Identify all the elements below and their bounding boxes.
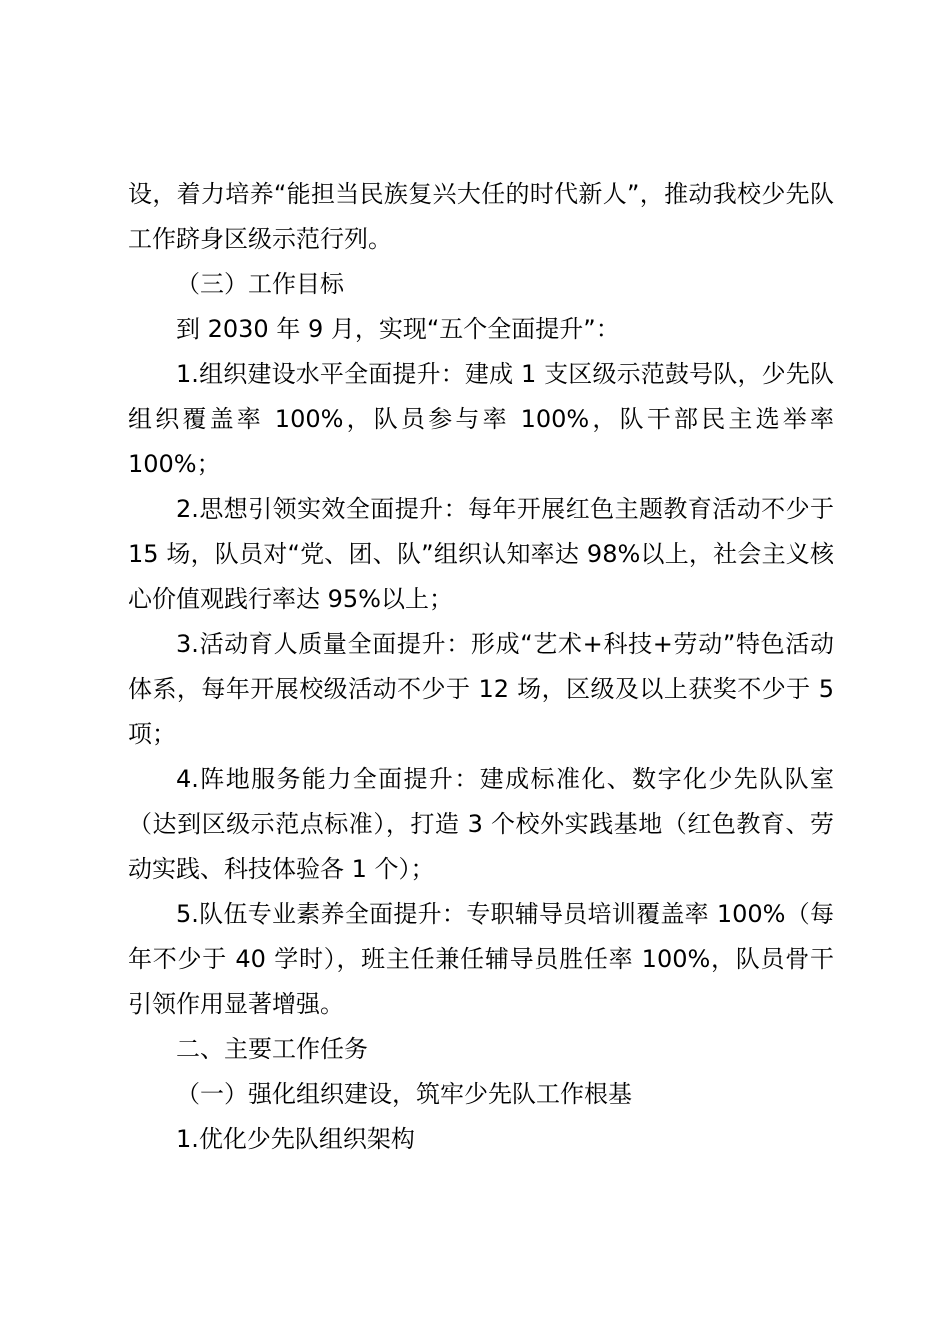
paragraph-goal-3: 3.活动育人质量全面提升：形成“艺术+科技+劳动”特色活动体系，每年开展校级活动不少于 12 场，区级及以上获奖不少于 5 项； (128, 630, 834, 748)
item-heading-optimize-structure: 1.优化少先队组织架构 (176, 1125, 415, 1153)
paragraph-continuation: 设，着力培养“能担当民族复兴大任的时代新人”，推动我校少先队工作跻身区级示范行列。 (128, 180, 834, 253)
paragraph-goal-5: 5.队伍专业素养全面提升：专职辅导员培训覆盖率 100%（每年不少于 40 学时），班主任兼任辅导员胜任率 100%，队员骨干引领作用显著增强。 (128, 900, 834, 1018)
subsection-heading-organization: （一）强化组织建设，筑牢少先队工作根基 (176, 1080, 632, 1108)
paragraph-goal-1: 1.组织建设水平全面提升：建成 1 支区级示范鼓号队，少先队组织覆盖率 100%，队员参与率 100%，队干部民主选举率 100%； (128, 360, 834, 478)
section-heading-goals: （三）工作目标 (176, 270, 344, 298)
paragraph-goals-intro: 到 2030 年 9 月，实现“五个全面提升”： (176, 315, 620, 343)
paragraph-goal-4: 4.阵地服务能力全面提升：建成标准化、数字化少先队队室（达到区级示范点标准），打造 3 个校外实践基地（红色教育、劳动实践、科技体验各 1 个）； (128, 765, 834, 883)
paragraph-goal-2: 2.思想引领实效全面提升：每年开展红色主题教育活动不少于 15 场，队员对“党、团、队”组织认知率达 98%以上，社会主义核心价值观践行率达 95%以上； (128, 495, 834, 613)
section-heading-main-tasks: 二、主要工作任务 (176, 1035, 368, 1063)
document-page (128, 172, 834, 1162)
